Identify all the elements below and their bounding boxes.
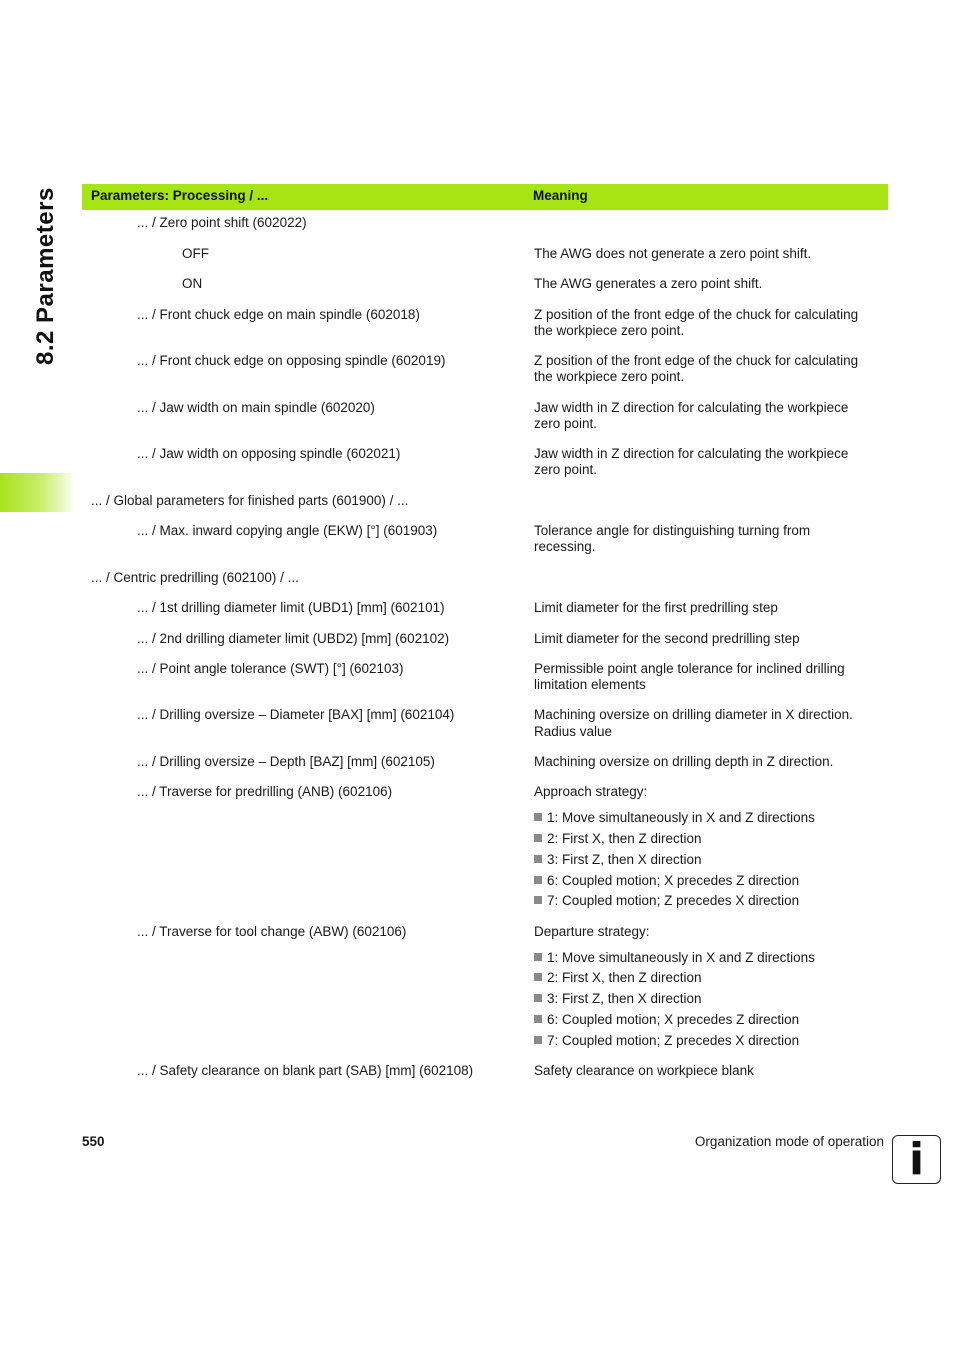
- param-front-chuck-opposing: ... / Front chuck edge on opposing spindle (602019): [137, 353, 446, 368]
- bullet-square-icon: [534, 855, 542, 863]
- footer-section-title: Organization mode of operation: [694, 1134, 884, 1149]
- param-option-on: ON: [182, 276, 203, 291]
- bullet-square-icon: [534, 1015, 542, 1023]
- meaning-option-on: The AWG generates a zero point shift.: [534, 276, 763, 291]
- meaning-max-inward-copying-angle: Tolerance angle for distinguishing turning from: [534, 523, 811, 538]
- param-ubd1: ... / 1st drilling diameter limit (UBD1) [mm] (602101): [137, 600, 445, 615]
- list-item: 6: Coupled motion; X precedes Z direction: [534, 1012, 799, 1028]
- meaning-abw: Departure strategy:: [534, 924, 650, 939]
- header-parameters: Parameters: Processing / ...: [91, 188, 269, 203]
- param-max-inward-copying-angle: ... / Max. inward copying angle (EKW) [°] (601903): [137, 523, 438, 538]
- param-ubd2: ... / 2nd drilling diameter limit (UBD2) [mm] (602102): [137, 631, 450, 646]
- list-item: 3: First Z, then X direction: [534, 991, 702, 1007]
- param-abw: ... / Traverse for tool change (ABW) (602106): [137, 924, 407, 939]
- bullet-square-icon: [534, 994, 542, 1002]
- meaning-jaw-width-opposing: Jaw width in Z direction for calculating the workpiece: [534, 446, 849, 461]
- meaning-sab: Safety clearance on workpiece blank: [534, 1063, 754, 1078]
- meaning-ubd1: Limit diameter for the first predrilling step: [534, 600, 778, 615]
- meaning-front-chuck-main: Z position of the front edge of the chuck for calculating: [534, 307, 859, 322]
- list-item: 6: Coupled motion; X precedes Z direction: [534, 873, 799, 889]
- list-item: 3: First Z, then X direction: [534, 852, 702, 868]
- meaning-swt-cont: limitation elements: [534, 677, 646, 692]
- list-item: 7: Coupled motion; Z precedes X direction: [534, 1033, 799, 1049]
- bullet-square-icon: [534, 876, 542, 884]
- meaning-anb: Approach strategy:: [534, 784, 648, 799]
- param-jaw-width-main: ... / Jaw width on main spindle (602020): [137, 400, 375, 415]
- header-meaning: Meaning: [533, 188, 588, 203]
- bullet-square-icon: [534, 953, 542, 961]
- meaning-bax: Machining oversize on drilling diameter in X direction.: [534, 707, 853, 722]
- meaning-bax-cont: Radius value: [534, 724, 613, 739]
- param-global-finished-parts: ... / Global parameters for finished parts (601900) / ...: [91, 493, 409, 508]
- list-item: 2: First X, then Z direction: [534, 970, 702, 986]
- meaning-jaw-width-opposing-cont: zero point.: [534, 462, 598, 477]
- meaning-option-off: The AWG does not generate a zero point shift.: [534, 246, 812, 261]
- side-chapter-title-text: 8.2 Parameters: [32, 187, 59, 365]
- bullet-square-icon: [534, 973, 542, 981]
- meaning-front-chuck-opposing-cont: the workpiece zero point.: [534, 369, 685, 384]
- info-icon: i: [892, 1135, 941, 1184]
- param-anb: ... / Traverse for predrilling (ANB) (602106): [137, 784, 393, 799]
- param-jaw-width-opposing: ... / Jaw width on opposing spindle (602021): [137, 446, 401, 461]
- param-swt: ... / Point angle tolerance (SWT) [°] (602103): [137, 661, 404, 676]
- param-sab: ... / Safety clearance on blank part (SAB) [mm] (602108): [137, 1063, 474, 1078]
- meaning-max-inward-copying-angle-cont: recessing.: [534, 539, 596, 554]
- meaning-front-chuck-opposing: Z position of the front edge of the chuck for calculating: [534, 353, 859, 368]
- page-number: 550: [82, 1134, 105, 1149]
- list-item: 2: First X, then Z direction: [534, 831, 702, 847]
- meaning-ubd2: Limit diameter for the second predrilling step: [534, 631, 800, 646]
- list-item: 7: Coupled motion; Z precedes X direction: [534, 893, 799, 909]
- list-item: 1: Move simultaneously in X and Z directions: [534, 810, 815, 826]
- meaning-baz: Machining oversize on drilling depth in Z direction.: [534, 754, 834, 769]
- list-item: 1: Move simultaneously in X and Z directions: [534, 950, 815, 966]
- meaning-jaw-width-main: Jaw width in Z direction for calculating the workpiece: [534, 400, 849, 415]
- bullet-square-icon: [534, 834, 542, 842]
- param-centric-predrilling: ... / Centric predrilling (602100) / ...: [91, 570, 299, 585]
- bullet-square-icon: [534, 1036, 542, 1044]
- param-front-chuck-main: ... / Front chuck edge on main spindle (602018): [137, 307, 420, 322]
- param-baz: ... / Drilling oversize – Depth [BAZ] [mm] (602105): [137, 754, 435, 769]
- meaning-jaw-width-main-cont: zero point.: [534, 416, 598, 431]
- param-bax: ... / Drilling oversize – Diameter [BAX] [mm] (602104): [137, 707, 455, 722]
- meaning-swt: Permissible point angle tolerance for inclined drilling: [534, 661, 845, 676]
- bullet-square-icon: [534, 896, 542, 904]
- bullet-square-icon: [534, 813, 542, 821]
- param-zero-point-shift: ... / Zero point shift (602022): [137, 215, 307, 230]
- param-option-off: OFF: [182, 246, 209, 261]
- meaning-front-chuck-main-cont: the workpiece zero point.: [534, 323, 685, 338]
